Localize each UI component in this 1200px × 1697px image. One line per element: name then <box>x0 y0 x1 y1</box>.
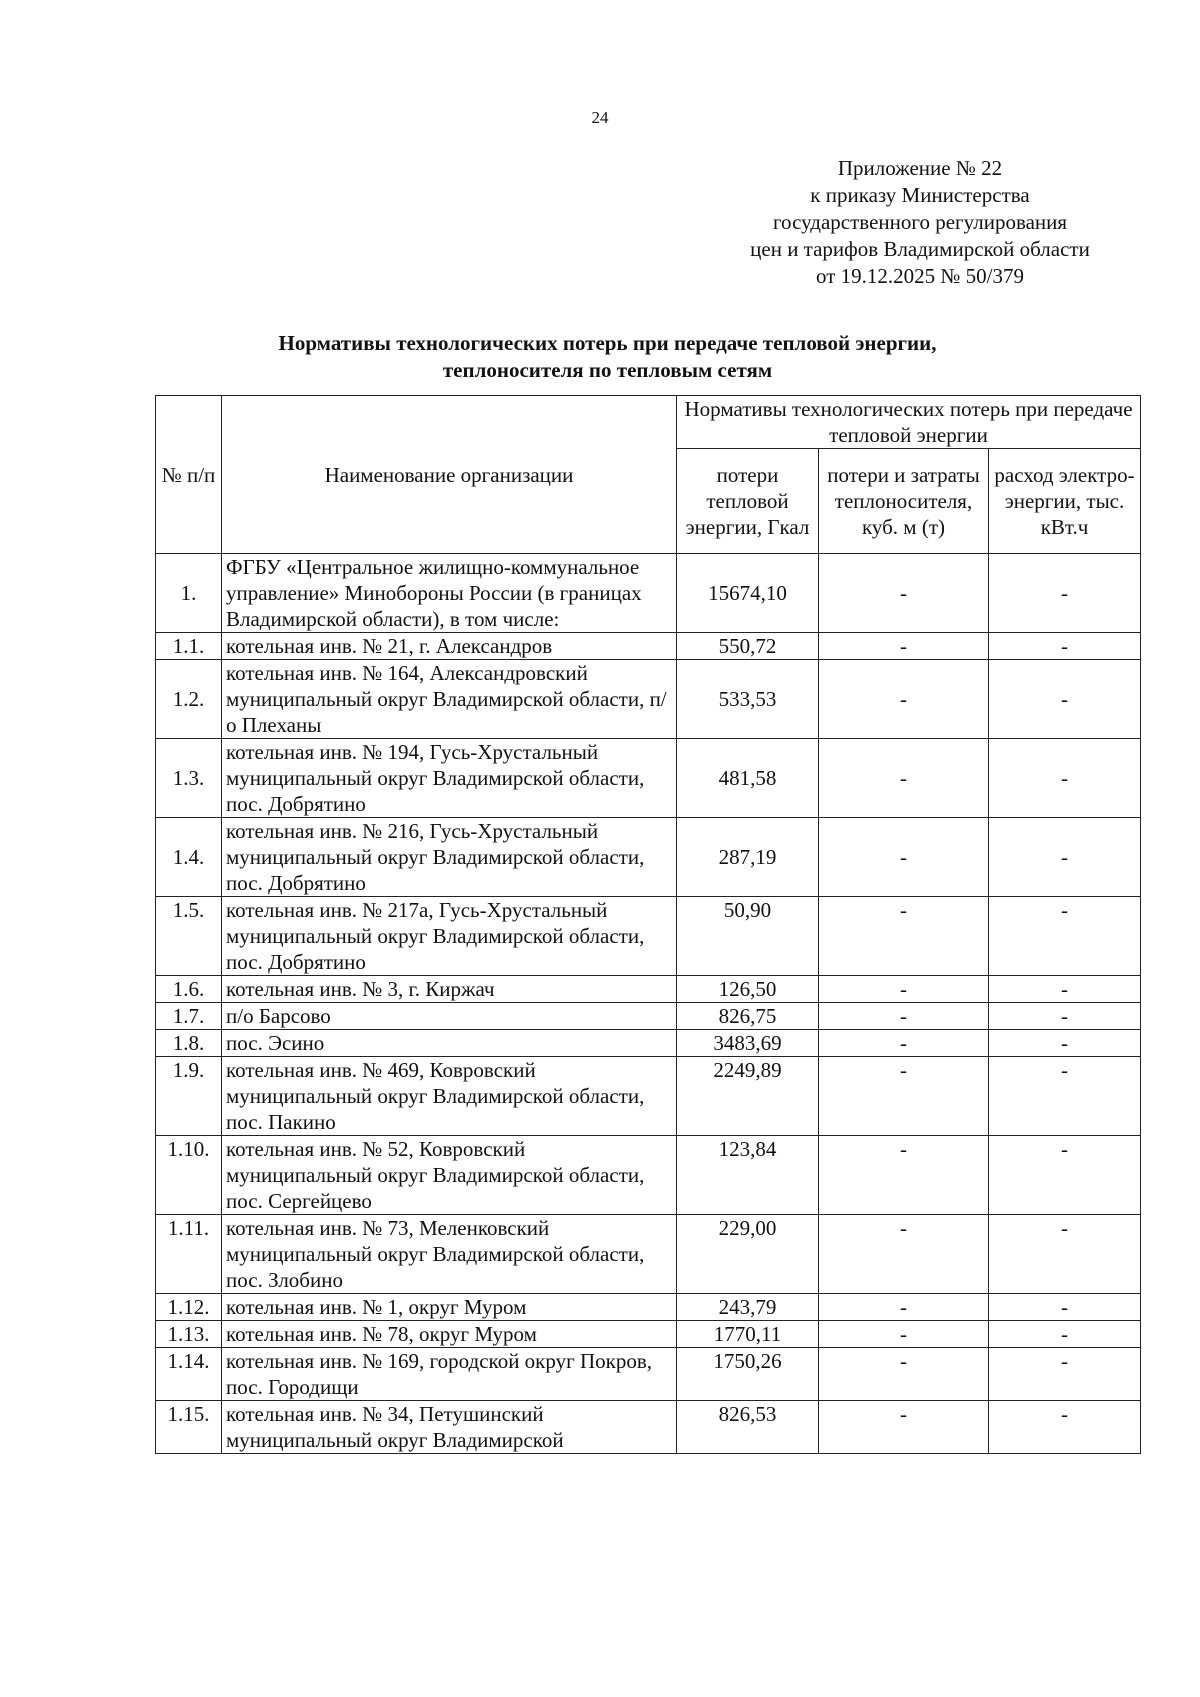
table-row <box>156 739 1141 818</box>
row-coolant-loss: - <box>819 1294 989 1321</box>
row-organization-name: котельная инв. № 1, округ Муром <box>222 1294 677 1321</box>
header-name: Наименование организации <box>222 396 677 554</box>
row-heat-loss: 1750,26 <box>677 1348 819 1401</box>
row-number: 1. <box>156 554 222 633</box>
row-number: 1.10. <box>156 1136 222 1215</box>
row-coolant-loss: - <box>819 1057 989 1136</box>
row-electricity: - <box>989 1215 1141 1294</box>
norms-table <box>155 395 1141 1454</box>
row-heat-loss: 243,79 <box>677 1294 819 1321</box>
row-number: 1.8. <box>156 1030 222 1057</box>
row-electricity: - <box>989 660 1141 739</box>
row-coolant-loss: - <box>819 739 989 818</box>
table-row <box>156 897 1141 976</box>
row-organization-name: котельная инв. № 78, округ Муром <box>222 1321 677 1348</box>
row-number: 1.7. <box>156 1003 222 1030</box>
header-electricity: расход электро-энергии, тыс. кВт.ч <box>989 449 1141 554</box>
header-num: № п/п <box>156 396 222 554</box>
row-heat-loss: 2249,89 <box>677 1057 819 1136</box>
row-coolant-loss: - <box>819 660 989 739</box>
appendix-line: к приказу Министерства <box>810 183 1030 207</box>
table-row <box>156 554 1141 633</box>
row-electricity: - <box>989 1136 1141 1215</box>
row-organization-name: котельная инв. № 3, г. Киржач <box>222 976 677 1003</box>
table-row <box>156 1003 1141 1030</box>
table-row <box>156 660 1141 739</box>
appendix-line: Приложение № 22 <box>837 156 1003 180</box>
row-number: 1.3. <box>156 739 222 818</box>
table-row <box>156 1321 1141 1348</box>
row-electricity: - <box>989 554 1141 633</box>
table-row <box>156 633 1141 660</box>
row-electricity: - <box>989 1057 1141 1136</box>
row-organization-name: котельная инв. № 21, г. Александров <box>222 633 677 660</box>
row-organization-name: котельная инв. № 469, Ковровский муниципальный округ Владимирской области, пос. Пакино <box>222 1057 677 1136</box>
row-number: 1.15. <box>156 1401 222 1454</box>
row-number: 1.1. <box>156 633 222 660</box>
row-coolant-loss: - <box>819 1136 989 1215</box>
row-electricity: - <box>989 739 1141 818</box>
row-electricity: - <box>989 1401 1141 1454</box>
table-row <box>156 1136 1141 1215</box>
header-coolant-loss: потери и затраты теплоносителя, куб. м (т) <box>819 449 989 554</box>
row-organization-name: пос. Эсино <box>222 1030 677 1057</box>
row-heat-loss: 826,75 <box>677 1003 819 1030</box>
row-heat-loss: 826,53 <box>677 1401 819 1454</box>
row-number: 1.9. <box>156 1057 222 1136</box>
row-organization-name: котельная инв. № 169, городской округ Покров, пос. Городищи <box>222 1348 677 1401</box>
appendix-block <box>700 155 1140 290</box>
table-row <box>156 1348 1141 1401</box>
row-organization-name: котельная инв. № 52, Ковровский муниципальный округ Владимирской области, пос. Сергейцево <box>222 1136 677 1215</box>
row-coolant-loss: - <box>819 633 989 660</box>
table-body <box>156 554 1141 1454</box>
table-row <box>156 1294 1141 1321</box>
row-organization-name: п/о Барсово <box>222 1003 677 1030</box>
row-coolant-loss: - <box>819 1321 989 1348</box>
row-organization-name: ФГБУ «Центральное жилищно-коммунальное управление» Минобороны России (в границах Владимирской области), в том числе: <box>222 554 677 633</box>
appendix-line: государственного регулирования <box>772 210 1068 234</box>
row-number: 1.11. <box>156 1215 222 1294</box>
row-organization-name: котельная инв. № 34, Петушинский муниципальный округ Владимирской <box>222 1401 677 1454</box>
row-electricity: - <box>989 897 1141 976</box>
row-coolant-loss: - <box>819 554 989 633</box>
row-heat-loss: 229,00 <box>677 1215 819 1294</box>
row-number: 1.13. <box>156 1321 222 1348</box>
row-organization-name: котельная инв. № 216, Гусь-Хрустальный муниципальный округ Владимирской области, пос. Добрятино <box>222 818 677 897</box>
row-electricity: - <box>989 1003 1141 1030</box>
title-line: Нормативы технологических потерь при передаче тепловой энергии, <box>278 331 937 355</box>
row-heat-loss: 126,50 <box>677 976 819 1003</box>
row-organization-name: котельная инв. № 73, Меленковский муниципальный округ Владимирской области, пос. Злобино <box>222 1215 677 1294</box>
table-row <box>156 1215 1141 1294</box>
row-heat-loss: 550,72 <box>677 633 819 660</box>
row-coolant-loss: - <box>819 818 989 897</box>
table-row <box>156 818 1141 897</box>
page-number: 24 <box>591 108 609 127</box>
row-electricity: - <box>989 1030 1141 1057</box>
table-row <box>156 976 1141 1003</box>
row-coolant-loss: - <box>819 1348 989 1401</box>
row-number: 1.2. <box>156 660 222 739</box>
table-row <box>156 1401 1141 1454</box>
document-title <box>150 330 1065 384</box>
row-coolant-loss: - <box>819 1003 989 1030</box>
row-heat-loss: 481,58 <box>677 739 819 818</box>
row-heat-loss: 533,53 <box>677 660 819 739</box>
row-coolant-loss: - <box>819 897 989 976</box>
row-heat-loss: 1770,11 <box>677 1321 819 1348</box>
row-coolant-loss: - <box>819 1030 989 1057</box>
row-electricity: - <box>989 1348 1141 1401</box>
row-number: 1.5. <box>156 897 222 976</box>
header-heat-loss: потери тепловой энергии, Гкал <box>677 449 819 554</box>
table-row <box>156 1030 1141 1057</box>
row-electricity: - <box>989 1321 1141 1348</box>
title-line: теплоносителя по тепловым сетям <box>442 358 773 382</box>
row-number: 1.6. <box>156 976 222 1003</box>
row-number: 1.14. <box>156 1348 222 1401</box>
row-electricity: - <box>989 818 1141 897</box>
row-coolant-loss: - <box>819 1401 989 1454</box>
row-number: 1.4. <box>156 818 222 897</box>
row-organization-name: котельная инв. № 164, Александровский муниципальный округ Владимирской области, п/о Плеханы <box>222 660 677 739</box>
row-heat-loss: 50,90 <box>677 897 819 976</box>
row-electricity: - <box>989 1294 1141 1321</box>
row-heat-loss: 3483,69 <box>677 1030 819 1057</box>
row-coolant-loss: - <box>819 1215 989 1294</box>
row-electricity: - <box>989 976 1141 1003</box>
header-group: Нормативы технологических потерь при передаче тепловой энергии <box>677 396 1141 449</box>
appendix-line: цен и тарифов Владимирской области <box>750 237 1090 261</box>
row-coolant-loss: - <box>819 976 989 1003</box>
row-heat-loss: 287,19 <box>677 818 819 897</box>
row-organization-name: котельная инв. № 194, Гусь-Хрустальный муниципальный округ Владимирской области, пос. Добрятино <box>222 739 677 818</box>
table-row <box>156 1057 1141 1136</box>
row-heat-loss: 15674,10 <box>677 554 819 633</box>
row-heat-loss: 123,84 <box>677 1136 819 1215</box>
row-number: 1.12. <box>156 1294 222 1321</box>
row-electricity: - <box>989 633 1141 660</box>
row-organization-name: котельная инв. № 217а, Гусь-Хрустальный муниципальный округ Владимирской области, пос. Добрятино <box>222 897 677 976</box>
appendix-line: от 19.12.2025 № 50/379 <box>815 264 1025 288</box>
